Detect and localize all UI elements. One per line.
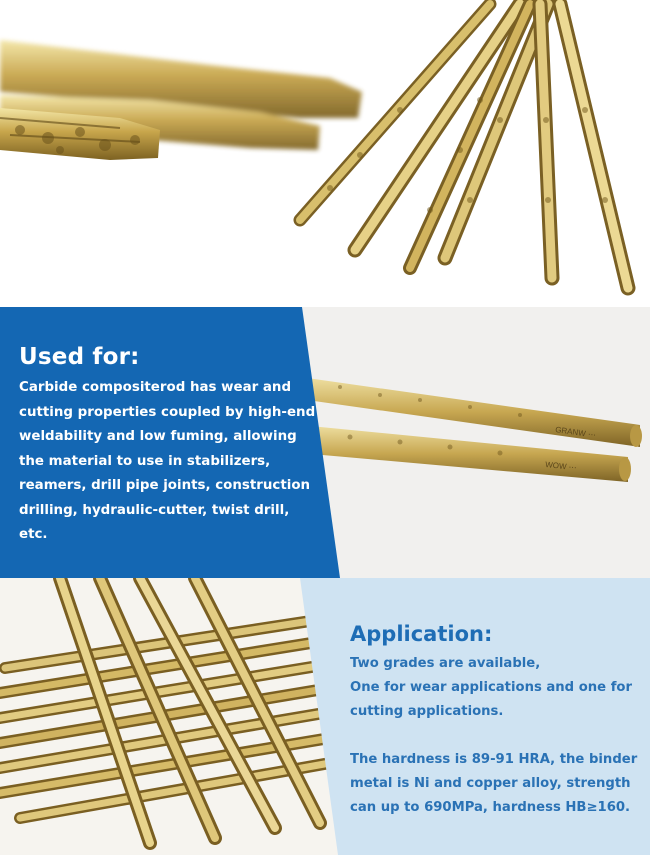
used-for-body: Carbide compositerod has wear and cutting properties coupled by high-end weldability and low fuming, allowing the material to use in stabilizers, reamers, drill pipe joints, construction drilling, hydraulic-cutter, twist drill, etc. <box>19 380 316 542</box>
hero-photo <box>0 0 650 307</box>
application-section <box>0 578 650 855</box>
application-body: Two grades are available, One for wear applications and one for cutting applications. The hardness is 89-91 HRA, the binder metal is Ni and copper alloy, strength can up to 690MPa, hardness HB≥160. <box>350 656 638 815</box>
application-title: Application: <box>350 622 493 646</box>
used-for-section <box>0 307 650 578</box>
svg-text:GRANW ⋯: GRANW ⋯ <box>554 425 597 440</box>
svg-text:WOW ⋯: WOW ⋯ <box>544 460 578 473</box>
application-text-block <box>350 622 640 820</box>
carbide-rods-photo <box>0 0 650 307</box>
used-for-title: Used for: <box>19 344 140 370</box>
used-for-text-block <box>19 344 319 548</box>
